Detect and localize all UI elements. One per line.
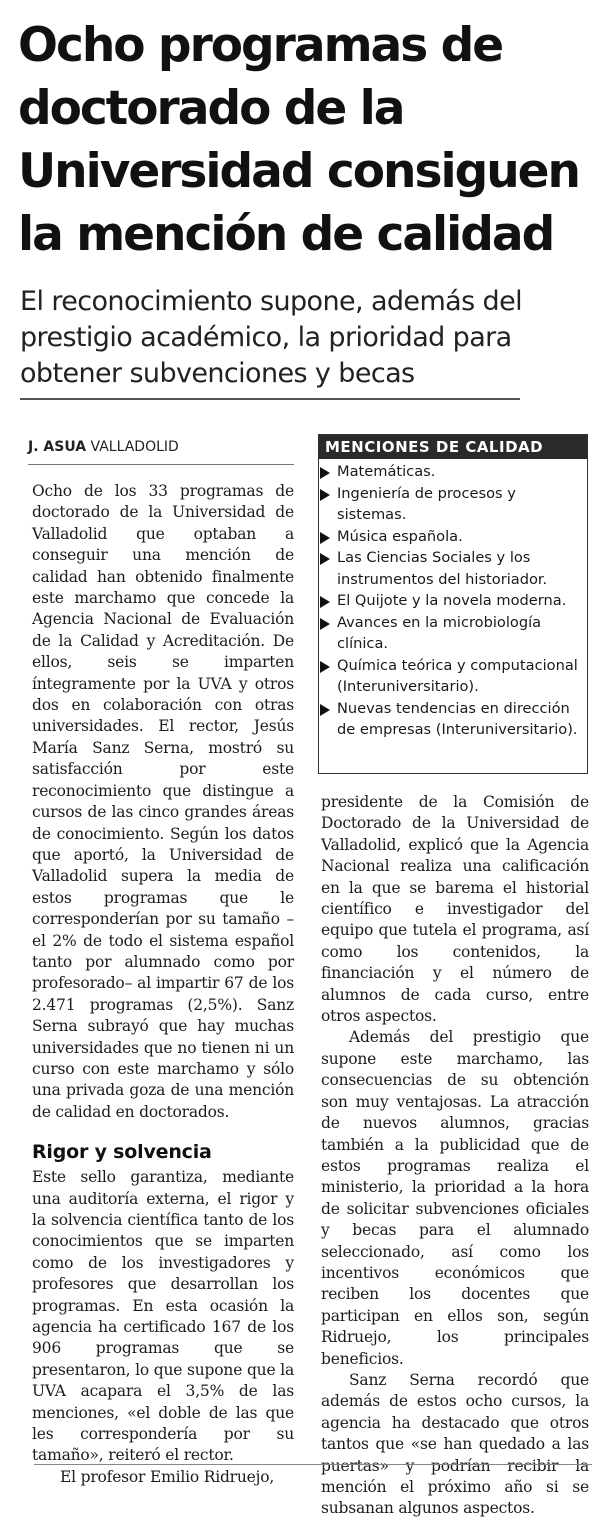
triangle-bullet-icon [320,489,330,501]
left-column [32,481,294,1488]
sidebar-box [318,434,588,774]
sidebar-item-label: Química teórica y computacional (Interuniversitario). [337,656,578,695]
deck-subtitle: El reconocimiento supone, además del prestigio académico, la prioridad para obtener subvenciones y becas [20,286,522,389]
sidebar-item [319,547,581,590]
triangle-bullet-icon [320,661,330,673]
sidebar-item-label: El Quijote y la novela moderna. [337,592,567,609]
sidebar-item-label: Matemáticas. [337,463,436,480]
sidebar-item [319,526,581,548]
deck-divider [20,398,520,400]
triangle-bullet-icon [320,553,330,565]
triangle-bullet-icon [320,618,330,630]
triangle-bullet-icon [320,467,330,479]
sidebar-title: MENCIONES DE CALIDAD [319,435,587,459]
byline-divider [28,464,294,465]
paragraph: El profesor Emilio Ridruejo, [60,1467,275,1486]
sidebar-item-label: Nuevas tendencias en dirección de empresas (Interuniversitario). [337,699,578,738]
byline-author: J. ASUA [28,439,87,455]
right-column [321,792,589,1520]
sidebar-item [319,461,581,483]
byline [28,439,179,455]
sidebar-item-label: Avances en la microbiología clínica. [337,613,542,652]
triangle-bullet-icon [320,704,330,716]
bottom-divider [34,1464,592,1465]
sidebar-item-label: Ingeniería de procesos y sistemas. [337,484,516,523]
paragraph: Este sello garantiza, mediante una auditoría externa, el rigor y la solvencia científica tanto de los conocimientos que se imparten como de los investigadores y profesores que desarrollan los programas. En esta ocasión la agencia ha certificado 167 de los 906 programas que se presentaron, lo que supone que la UVA acapara el 3,5% de las menciones, «el doble de las que les correspondería por su tamaño», reiteró el rector. [32,1168,294,1465]
paragraph: Ocho de los 33 programas de doctorado de la Universidad de Valladolid que optaban a conseguir una mención de calidad han obtenido finalmente este marchamo que concede la Agencia Nacional de Evaluación de la Calidad y Acreditación. De ellos, seis se imparten íntegramente por la UVA y otros dos en colaboración con otras universidades. El rector, Jesús María Sanz Serna, mostró su satisfacción por este reconocimiento que distingue a cursos de las cinco grandes áreas de conocimiento. Según los datos que aportó, la Universidad de Valladolid supera la media de estos programas que le corresponderían por su tamaño –el 2% de todo el sistema español tanto por alumnado como por profesorado– al impartir 67 de los 2.471 programas (2,5%). Sanz Serna subrayó que hay muchas universidades que no tienen ni un curso con este marchamo y sólo una privada goza de una mención de calidad en doctorados. [32,482,294,1121]
triangle-bullet-icon [320,596,330,608]
sidebar-item [319,612,581,655]
triangle-bullet-icon [320,532,330,544]
sidebar-item [319,655,581,698]
byline-location: VALLADOLID [90,439,179,455]
sidebar-item-label: Las Ciencias Sociales y los instrumentos del historiador. [337,549,548,588]
sidebar-list [319,461,587,741]
sidebar-item [319,590,581,612]
paragraph: Además del prestigio que supone este marchamo, las consecuencias de su obtención son muy ventajosas. La atracción de nuevos alumnos, gracias también a la publicidad que de estos programas realiza el ministerio, la prioridad a la hora de solicitar subvenciones oficiales y becas para el alumnado seleccionado, así como los incentivos económicos que reciben los docentes que participan en ellos son, según Ridruejo, los principales beneficios. [321,1028,589,1368]
subhead: Rigor y solvencia [32,1141,212,1164]
paragraph: Sanz Serna recordó que además de estos ocho cursos, la agencia ha destacado que otros tantos que «se han quedado a las puertas» y podrían recibir la mención el próximo año si se subsanan algunos aspectos. [321,1370,589,1518]
sidebar-item [319,483,581,526]
sidebar-item [319,698,581,741]
headline: Ocho programas de doctorado de la Universidad consiguen la mención de calidad [18,18,580,262]
paragraph: presidente de la Comisión de Doctorado de la Universidad de Valladolid, explicó que la Agencia Nacional realiza una calificación en la que se barema el historial científico e investigador del equipo que tutela el programa, así como los contenidos, la financiación y el número de alumnos de cada curso, entre otros aspectos. [321,793,589,1026]
sidebar-item-label: Música española. [337,527,463,545]
